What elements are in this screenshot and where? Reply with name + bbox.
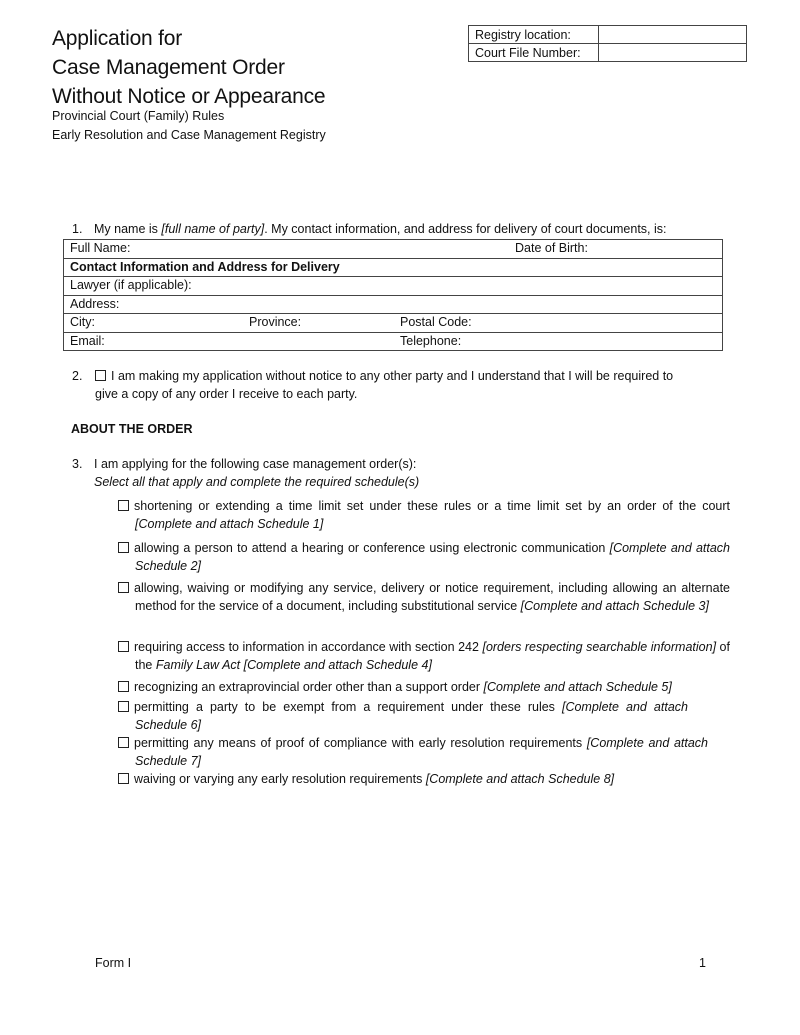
registry-table (468, 25, 747, 62)
checkbox-icon[interactable] (118, 681, 129, 692)
registry-location-label: Registry location: (469, 26, 599, 44)
court-file-number-label: Court File Number: (469, 44, 599, 62)
checkbox-icon[interactable] (118, 542, 129, 553)
registry-location-field[interactable] (599, 26, 747, 44)
email-label: Email: (70, 333, 105, 348)
form-label: Form I (95, 956, 132, 970)
order-option-6[interactable]: permitting a party to be exempt from a requirement under these rules [Complete and attach Schedule 6] (118, 698, 688, 734)
contact-heading-row (64, 259, 722, 278)
rules-subtitle: Provincial Court (Family) Rules (52, 109, 225, 123)
address-row[interactable] (64, 296, 722, 315)
order-option-3[interactable]: allowing, waiving or modifying any service, delivery or notice requirement, including allowing an alternate method for the service of a document, including substitutional service [Complete and attach Schedule 3] (118, 579, 730, 615)
full-name-row[interactable] (64, 240, 722, 259)
telephone-label: Telephone: (400, 333, 462, 348)
section-2-line-1: I am making my application without notice to any other party and I understand that I will be required to (95, 367, 673, 385)
lawyer-row[interactable] (64, 277, 722, 296)
section-2-number: 2. (72, 369, 83, 383)
checkbox-icon[interactable] (118, 641, 129, 652)
order-option-2[interactable]: allowing a person to attend a hearing or conference using electronic communication [Complete and attach Schedule 2] (118, 539, 730, 575)
order-option-5[interactable]: recognizing an extraprovincial order other than a support order [Complete and attach Schedule 5] (118, 678, 730, 696)
order-option-1[interactable]: shortening or extending a time limit set under these rules or a time limit set by an order of the court [Complete and attach Schedule 1] (118, 497, 730, 533)
full-name-label: Full Name: (70, 241, 131, 255)
page-number: 1 (699, 956, 706, 970)
address-label: Address: (70, 296, 120, 311)
order-option-7[interactable]: permitting any means of proof of compliance with early resolution requirements [Complete and attach Schedule 7] (118, 734, 708, 770)
checkbox-icon[interactable] (118, 737, 129, 748)
about-the-order-heading: ABOUT THE ORDER (71, 422, 193, 436)
without-notice-checkbox[interactable] (95, 370, 106, 381)
section-3-instruction: Select all that apply and complete the required schedule(s) (94, 475, 420, 489)
section-3-number: 3. (72, 457, 83, 471)
postal-code-label: Postal Code: (400, 315, 472, 329)
checkbox-icon[interactable] (118, 773, 129, 784)
court-file-number-field[interactable] (599, 44, 747, 62)
section-1-text: My name is [full name of party]. My contact information, and address for delivery of court documents, is: (94, 222, 667, 236)
email-row[interactable] (64, 333, 722, 351)
date-of-birth-label: Date of Birth: (515, 241, 588, 255)
form-title (52, 24, 325, 111)
title-line-1: Application for (52, 27, 183, 50)
title-line-3: Without Notice or Appearance (52, 85, 326, 108)
title-line-2: Case Management Order (52, 56, 285, 79)
city-row[interactable] (64, 314, 722, 333)
city-label: City: (70, 315, 95, 329)
lawyer-label: Lawyer (if applicable): (70, 278, 192, 292)
order-option-4[interactable]: requiring access to information in accordance with section 242 [orders respecting searchable information] of the Family Law Act [Complete and attach Schedule 4] (118, 638, 730, 674)
province-label: Province: (249, 315, 302, 329)
checkbox-icon[interactable] (118, 701, 129, 712)
full-name-placeholder: [full name of party] (161, 222, 265, 236)
checkbox-icon[interactable] (118, 500, 129, 511)
contact-info-table (63, 239, 723, 351)
order-option-8[interactable]: waiving or varying any early resolution requirements [Complete and attach Schedule 8] (118, 770, 730, 788)
section-3-text: I am applying for the following case management order(s): (94, 457, 417, 471)
checkbox-icon[interactable] (118, 582, 129, 593)
section-1-number: 1. (72, 222, 83, 236)
contact-heading: Contact Information and Address for Delivery (70, 259, 340, 274)
registry-subtitle: Early Resolution and Case Management Registry (52, 128, 326, 142)
section-2-line-2: give a copy of any order I receive to each party. (95, 387, 358, 401)
